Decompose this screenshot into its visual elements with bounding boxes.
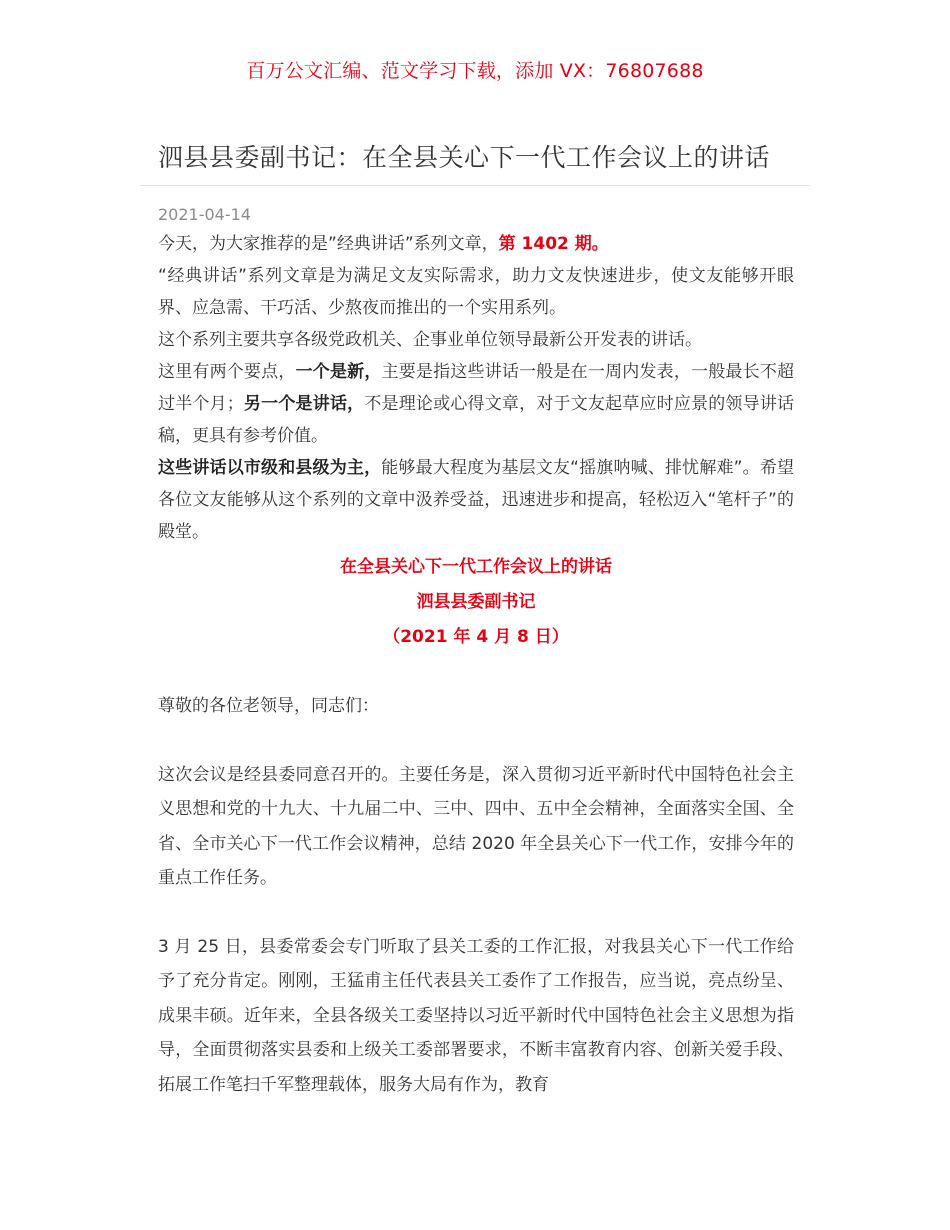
title-divider xyxy=(140,185,810,186)
speech-paragraph-2: 3 月 25 日，县委常委会专门听取了县关工委的工作汇报，对我县关心下一代工作给予了充分肯定。刚刚，王猛甫主任代表县关工委作了工作报告，应当说，亮点纷呈、成果丰硕。近年来，全县各级关工委坚持以习近平新时代中国特色社会主义思想为指导，全面贯彻落实县委和上级关工委部署要求，不断丰富教育内容、创新关爱手段、拓展工作笔扫千军整理载体，服务大局有作为，教育 xyxy=(158,936,794,1095)
intro-text: 今天，为大家推荐的是” xyxy=(158,234,337,254)
publish-date: 2021-04-14 xyxy=(158,205,251,224)
intro-text: 这里有两个要点， xyxy=(158,362,296,382)
key-point-level: 这些讲话以市级和县级为主， xyxy=(158,458,382,478)
key-point-speech: 另一个是讲话， xyxy=(243,394,365,414)
promo-banner: 百万公文汇编、范文学习下载，添加 VX：76807688 xyxy=(246,60,704,82)
series-name: 经典讲话 xyxy=(336,234,405,254)
article-title: 泗县县委副书记：在全县关心下一代工作会议上的讲话 xyxy=(158,143,771,172)
intro-text: 不是理论或心得文章，对于文友起草应时应景的领导讲话稿，更具有参考价值。 xyxy=(158,394,795,446)
speech-speaker: 泗县县委副书记 xyxy=(416,592,536,612)
intro-text: 主要是指这些讲话一般是在一周内发表，一般最长不超过半个月； xyxy=(158,362,795,414)
intro-text: “ xyxy=(158,266,167,286)
series-name: 经典讲话 xyxy=(166,266,239,286)
intro-paragraph-2 xyxy=(158,260,794,324)
salutation: 尊敬的各位老领导，同志们： xyxy=(158,696,379,716)
speech-heading: 在全县关心下一代工作会议上的讲话 xyxy=(340,557,612,577)
article-body xyxy=(158,202,794,1102)
intro-text: ”系列文章， xyxy=(404,234,499,254)
speech-date: （2021 年 4 月 8 日） xyxy=(383,627,569,647)
intro-paragraph-4 xyxy=(158,356,794,452)
intro-paragraph-1 xyxy=(158,228,794,260)
intro-paragraph-5 xyxy=(158,452,794,548)
intro-text: ”系列文章是为满足文友实际需求，助力文友快速进步，使文友能够开眼界、应急需、干巧活、少熬夜而推出的一个实用系列。 xyxy=(158,266,794,318)
speech-paragraph-1: 这次会议是经县委同意召开的。主要任务是，深入贯彻习近平新时代中国特色社会主义思想和党的十九大、十九届二中、三中、四中、五中全会精神，全面落实全国、全省、全市关心下一代工作会议精神，总结 2020 年全县关心下一代工作，安排今年的重点工作任务。 xyxy=(158,764,794,888)
issue-number: 第 1402 期。 xyxy=(498,234,609,254)
key-point-new: 一个是新， xyxy=(295,362,382,382)
intro-text: 能够最大程度为基层文友“摇旗呐喊、排忧解难”。希望各位文友能够从这个系列的文章中汲养受益，迅速进步和提高，轻松迈入“笔杆子”的殿堂。 xyxy=(158,458,794,542)
intro-paragraph-3: 这个系列主要共享各级党政机关、企事业单位领导最新公开发表的讲话。 xyxy=(158,330,702,350)
